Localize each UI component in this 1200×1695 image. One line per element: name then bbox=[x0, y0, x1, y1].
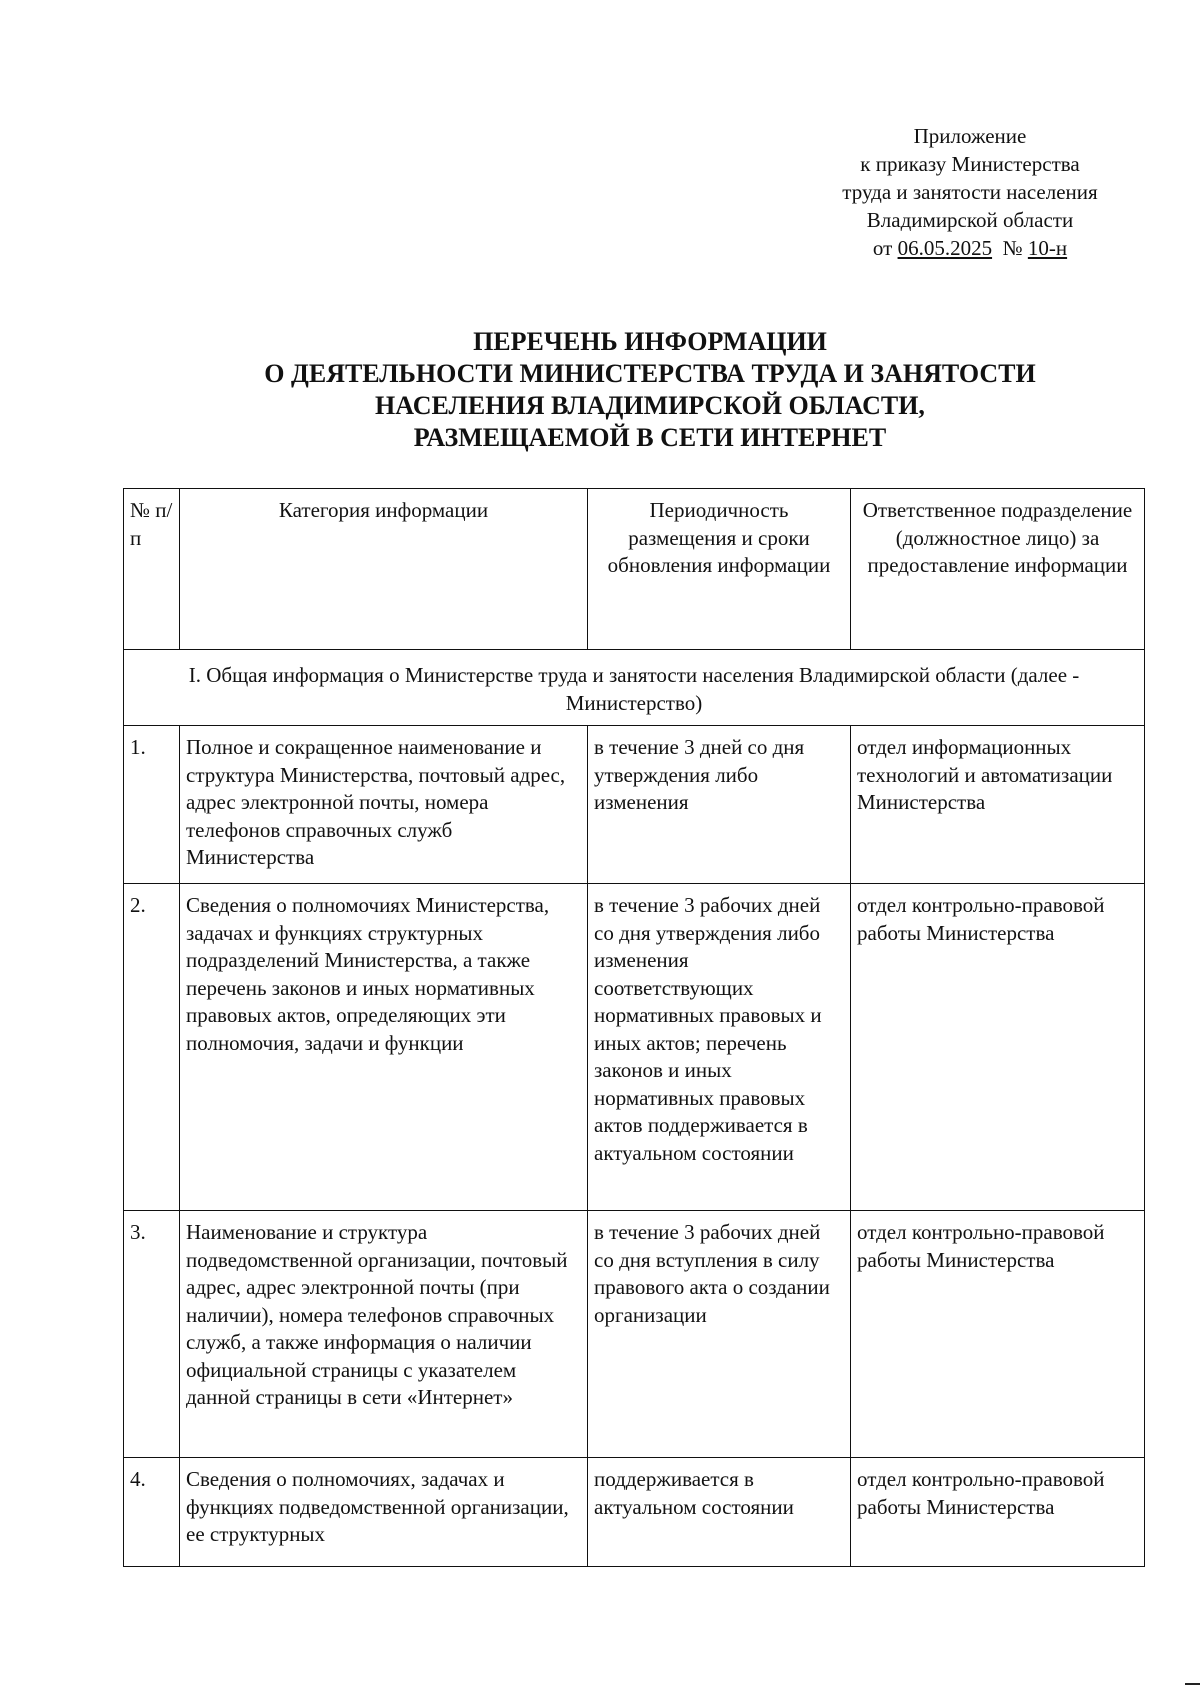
title-line-2: О ДЕЯТЕЛЬНОСТИ МИНИСТЕРСТВА ТРУДА И ЗАНЯТОСТИ bbox=[264, 359, 1036, 388]
row-responsible: отдел контрольно-правовой работы Министерства bbox=[851, 1458, 1145, 1567]
table-header-row bbox=[124, 489, 1145, 650]
row-periodicity: в течение 3 рабочих дней со дня утверждения либо изменения соответствующих нормативных правовых и иных актов; перечень законов и иных нормативных правовых актов поддерживается в актуальном состоянии bbox=[588, 884, 851, 1211]
section-title: I. Общая информация о Министерстве труда и занятости населения Владимирской области (далее - Министерство) bbox=[124, 650, 1145, 726]
row-category: Сведения о полномочиях, задачах и функциях подведомственной организации, ее структурных bbox=[180, 1458, 588, 1567]
appendix-block bbox=[770, 122, 1170, 262]
information-table bbox=[123, 488, 1145, 1567]
row-num: 1. bbox=[124, 726, 180, 884]
appendix-date-prefix: от bbox=[872, 236, 893, 260]
title-line-3: НАСЕЛЕНИЯ ВЛАДИМИРСКОЙ ОБЛАСТИ, bbox=[375, 391, 925, 420]
header-category: Категория информации bbox=[180, 489, 588, 650]
header-responsible: Ответственное подразделение (должностное лицо) за предоставление информации bbox=[851, 489, 1145, 650]
document-title bbox=[130, 326, 1170, 454]
appendix-line-3: труда и занятости населения bbox=[842, 180, 1098, 204]
appendix-line-2: к приказу Министерства bbox=[860, 152, 1080, 176]
appendix-number-prefix: № bbox=[1002, 236, 1023, 260]
table-row bbox=[124, 1458, 1145, 1567]
row-category: Наименование и структура подведомственной организации, почтовый адрес, адрес электронной почты (при наличии), номера телефонов справочных служб, а также информация о наличии официальной страницы с указателем данной страницы в сети «Интернет» bbox=[180, 1211, 588, 1458]
row-num: 3. bbox=[124, 1211, 180, 1458]
appendix-number: 10-н bbox=[1027, 236, 1068, 260]
appendix-date-line bbox=[770, 234, 1170, 262]
row-responsible: отдел контрольно-правовой работы Министерства bbox=[851, 1211, 1145, 1458]
page-edge-mark bbox=[1185, 1683, 1200, 1685]
row-num: 2. bbox=[124, 884, 180, 1211]
header-periodicity: Периодичность размещения и сроки обновления информации bbox=[588, 489, 851, 650]
table-row bbox=[124, 884, 1145, 1211]
row-periodicity: в течение 3 дней со дня утверждения либо изменения bbox=[588, 726, 851, 884]
row-responsible: отдел контрольно-правовой работы Министерства bbox=[851, 884, 1145, 1211]
row-num: 4. bbox=[124, 1458, 180, 1567]
title-line-1: ПЕРЕЧЕНЬ ИНФОРМАЦИИ bbox=[473, 327, 827, 356]
row-periodicity: поддерживается в актуальном состоянии bbox=[588, 1458, 851, 1567]
row-category: Полное и сокращенное наименование и структура Министерства, почтовый адрес, адрес электронной почты, номера телефонов справочных служб Министерства bbox=[180, 726, 588, 884]
table-row bbox=[124, 726, 1145, 884]
appendix-line-1: Приложение bbox=[913, 124, 1027, 148]
appendix-line-4: Владимирской области bbox=[866, 208, 1074, 232]
title-line-4: РАЗМЕЩАЕМОЙ В СЕТИ ИНТЕРНЕТ bbox=[413, 423, 887, 452]
row-category: Сведения о полномочиях Министерства, задачах и функциях структурных подразделений Министерства, а также перечень законов и иных нормативных правовых актов, определяющих эти полномочия, задачи и функции bbox=[180, 884, 588, 1211]
table-row bbox=[124, 1211, 1145, 1458]
row-responsible: отдел информационных технологий и автоматизации Министерства bbox=[851, 726, 1145, 884]
header-num: № п/п bbox=[124, 489, 180, 650]
appendix-date: 06.05.2025 bbox=[897, 236, 993, 260]
row-periodicity: в течение 3 рабочих дней со дня вступления в силу правового акта о создании организации bbox=[588, 1211, 851, 1458]
section-row bbox=[124, 650, 1145, 726]
